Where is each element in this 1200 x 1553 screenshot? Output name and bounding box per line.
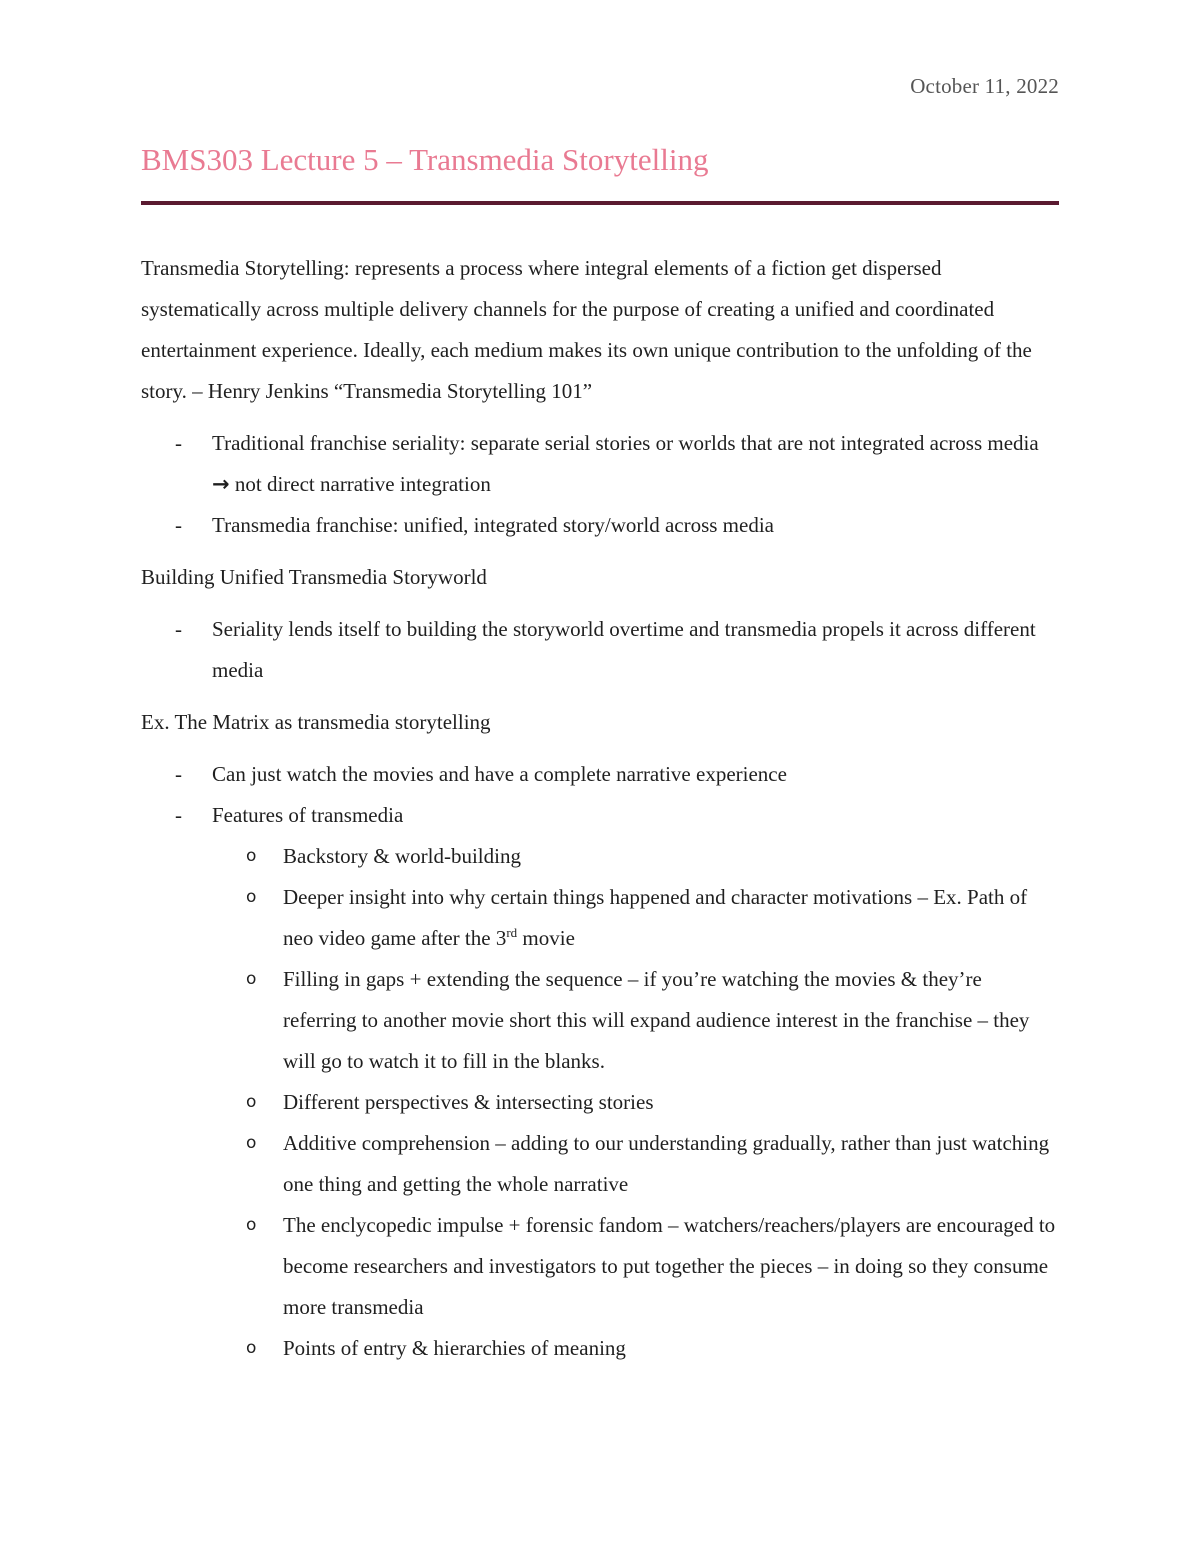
document-body: [141, 248, 1059, 1369]
bullet-dash: -: [175, 617, 182, 641]
intro-paragraph: Transmedia Storytelling: represents a process where integral elements of a fiction get dispersed systematically across multiple delivery channels for the purpose of creating a unified and coordinated entertainment experience. Ideally, each medium makes its own unique contribution to the unfolding of the story. – Henry Jenkins “Transmedia Storytelling 101”: [141, 256, 1032, 403]
section-heading: Ex. The Matrix as transmedia storytelling: [141, 710, 491, 734]
sublist-item-text: Additive comprehension – adding to our understanding gradually, rather than just watching one thing and getting the whole narrative: [283, 1131, 1050, 1196]
bullet-circle-icon: o: [246, 887, 257, 907]
list-item-text: Transmedia franchise: unified, integrated story/world across media: [212, 513, 774, 537]
list-item: [141, 423, 1059, 505]
list-item: [141, 609, 1059, 691]
section3-bullet-list: [141, 754, 1059, 836]
bullet-circle-icon: o: [246, 1133, 257, 1153]
bullet-circle-icon: o: [246, 1092, 257, 1112]
section2-bullet-list: [141, 609, 1059, 691]
list-item-text: Can just watch the movies and have a complete narrative experience: [212, 762, 787, 786]
list-item: [141, 754, 1059, 795]
list-item: [141, 505, 1059, 546]
sublist-item: [212, 1328, 1059, 1369]
bullet-dash: -: [175, 431, 182, 455]
sublist-item-text: movie: [517, 926, 575, 950]
bullet-circle-icon: o: [246, 846, 257, 866]
sublist-item: [212, 1082, 1059, 1123]
sublist-item: [212, 1205, 1059, 1328]
sublist-item-text: Points of entry & hierarchies of meaning: [283, 1336, 626, 1360]
list-item-text: Traditional franchise seriality: separate serial stories or worlds that are not integrated across media: [212, 431, 1039, 455]
superscript-ordinal: rd: [506, 925, 518, 940]
sublist-item-text: Different perspectives & intersecting stories: [283, 1090, 654, 1114]
arrow-right-icon: →: [212, 472, 230, 496]
sublist-item-text: Backstory & world-building: [283, 844, 521, 868]
sublist-item-text: Filling in gaps + extending the sequence – if you’re watching the movies & they’re referring to another movie short this will expand audience interest in the franchise – they will go to watch it to fill in the blanks.: [283, 967, 1030, 1073]
section-heading: Building Unified Transmedia Storyworld: [141, 565, 487, 589]
bullet-dash: -: [175, 803, 182, 827]
list-item: [141, 795, 1059, 836]
sublist-item: [212, 877, 1059, 959]
bullet-circle-icon: o: [246, 969, 257, 989]
features-sublist: [141, 836, 1059, 1369]
sublist-item: [212, 959, 1059, 1082]
bullet-circle-icon: o: [246, 1215, 257, 1235]
list-item-text: Seriality lends itself to building the storyworld overtime and transmedia propels it across different media: [212, 617, 1036, 682]
sublist-item-text: Deeper insight into why certain things happened and character motivations – Ex. Path of neo video game after the 3: [283, 885, 1028, 950]
bullet-circle-icon: o: [246, 1338, 257, 1358]
sublist-item: [212, 836, 1059, 877]
document-date: October 11, 2022: [910, 74, 1059, 98]
bullet-dash: -: [175, 513, 182, 537]
bullet-dash: -: [175, 762, 182, 786]
title-divider: [141, 201, 1059, 205]
sublist-item: [212, 1123, 1059, 1205]
list-item-text: not direct narrative integration: [229, 472, 491, 496]
list-item-text: Features of transmedia: [212, 803, 404, 827]
document-title: BMS303 Lecture 5 – Transmedia Storytelling: [141, 142, 709, 177]
intro-bullet-list: [141, 423, 1059, 546]
sublist-item-text: The enclycopedic impulse + forensic fandom – watchers/reachers/players are encouraged to become researchers and investigators to put together the pieces – in doing so they consume more transmedia: [283, 1213, 1056, 1319]
